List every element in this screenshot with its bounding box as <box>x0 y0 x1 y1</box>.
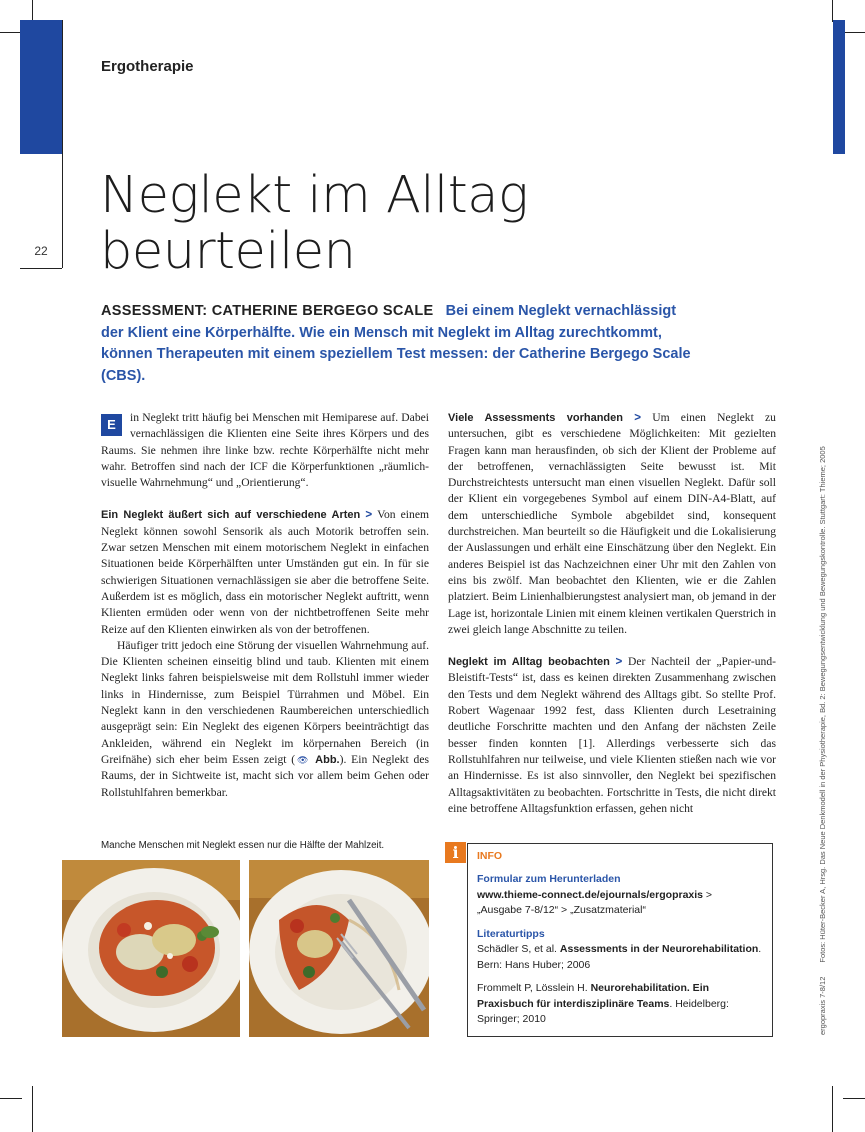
paragraph-text: Der Nachteil der „Papier-und-Bleistift-Tests“ ist, dass es keinen direkten Zusammenhang zwischen den Tests und dem Neglekt während des Alltags gibt. So stellte Prof. Robert Wagenaar 1992 fest, dass Klienten durch Lesetraining deutliche Forschritte machten und den Anfang der nächsten Zeile besser finden konnten [1]. Allerdings verbesserte sich das Rollstuhlfahren nur teilweise, und viele Klienten stießen nach wie vor an Hindernisse. Es ist also sinnvoller, den Neglekt bei spezifischen Alltagsaktivitäten zu beobachten. Fortschritte in Tests, die nicht direkt eine betroffene Alltagsfunktion erfassen, gehen nicht <box>448 655 777 815</box>
info-heading: Literaturtipps <box>477 927 545 940</box>
lit-title: Neurorehabilitation. Ein Praxisbuch für interdisziplinäre Teams <box>477 982 710 1010</box>
lit-authors: Schädler S, et al. <box>477 943 560 955</box>
crop-mark <box>32 0 33 22</box>
arrow-icon: > <box>365 508 373 522</box>
title-line: beurteilen <box>100 222 356 281</box>
crop-mark <box>832 1086 833 1132</box>
download-path: „Ausgabe 7-8/12“ > „Zusatzmaterial“ <box>477 904 646 916</box>
lit-publisher: . Bern: Hans Huber; 2006 <box>477 943 762 971</box>
crop-mark <box>0 1098 22 1099</box>
article-lead <box>101 301 701 387</box>
frame-line <box>62 20 63 268</box>
paragraph-text: Häufiger tritt jedoch eine Störung der visuellen Wahrnehmung auf. Die Klienten scheinen einseitig blind und taub. Klienten mit einem Neglekt links fahren beispielsweise mit dem Rollstuhl immer wieder links in Hindernisse, zum Beispiel Türrahmen und Möbel. Ein Neglekt kann in den verschiedenen Raumbereichen unterschiedlich ausgeprägt sein: Ein Neglekt des eigenen Körpers beeinträchtigt das Ankleiden, während ein Neglekt im körpernahen Bereich (in Greifnähe) sich eher beim Essen zeigt ( <box>101 638 429 766</box>
figure-caption: Manche Menschen mit Neglekt essen nur die Hälfte der Mahlzeit. <box>101 840 385 851</box>
arrow-icon: > <box>634 411 641 424</box>
left-column <box>101 410 429 801</box>
figure-reference-link[interactable]: Abb. <box>315 753 340 766</box>
paragraph <box>101 410 429 491</box>
crop-mark <box>0 32 22 33</box>
meal-photo-full <box>62 860 240 1037</box>
subheading: Viele Assessments vorhanden <box>448 412 623 424</box>
side-credits <box>818 395 827 1035</box>
lead-kicker: ASSESSMENT: CATHERINE BERGEGO SCALE <box>101 303 434 319</box>
lit-title: Assessments in der Neurorehabilitation <box>559 943 759 955</box>
info-heading: Formular zum Herunterladen <box>477 873 621 885</box>
info-label: INFO <box>477 850 503 862</box>
paragraph-text: Von einem Neglekt können sowohl Sensorik als auch Motorik betroffen sein. Zwar setzen Menschen mit einem motorischem Neglekt in einfachen Situationen beide Körperhälften unter Umständen gut ein. In für sie schwierigen Situationen vernachlässigen sie aber die betroffene Seite. Außerdem ist es möglich, dass ein motorischer Neglekt auftritt, wenn Klienten ermüden oder wenn von der nichtbetroffenen Seite mehr Reize auf den Klienten einwirken als von der betroffenen. <box>101 508 429 636</box>
journal-issue: ergopraxis 7-8/12 <box>818 976 827 1035</box>
paragraph-text: ). Ein Neglekt des Raums, der in Sichtweite ist, macht sich vor allem beim Gehen oder Rollstuhlfahren bemerkbar. <box>101 752 429 799</box>
info-icon: i <box>445 842 466 863</box>
subheading: Neglekt im Alltag beobachten <box>448 656 610 669</box>
photo-credit: Fotos: Hüter-Becker A, Hrsg. Das Neue Denkmodell in der Physiotherapie, Bd. 2: Bewegungsentwicklung und Bewegungskontrolle. Stuttgart: Thieme; 2005 <box>818 446 827 963</box>
literature-entry <box>477 981 767 1028</box>
crop-mark <box>832 0 833 22</box>
page-number: 22 <box>34 244 48 258</box>
article-title <box>100 168 660 280</box>
paragraph <box>448 654 776 817</box>
crop-mark <box>843 32 865 33</box>
section-color-bar <box>20 20 62 154</box>
info-content <box>477 872 767 1028</box>
crop-mark <box>843 1098 865 1099</box>
plate-illustration <box>62 860 240 1037</box>
paragraph-text: in Neglekt tritt häufig bei Menschen mit Hemiparese auf. Dabei vernachlässigen die Klienten eine Seite ihres Körpers und des Raums. Sie nehmen ihre linke bzw. rechte Körperhälfte nicht mehr wahr. Betroffen sind nach der ICF die Körperfunktionen „räumlich-visuelle Wahrnehmung“ und „Orientierung“. <box>101 411 429 490</box>
arrow-icon: > <box>615 655 623 669</box>
subheading: Ein Neglekt äußert sich auf verschiedene Arten <box>101 509 361 522</box>
drop-cap: E <box>101 414 122 436</box>
paragraph-text: Um einen Neglekt zu untersuchen, gibt es verschiedene Möglichkeiten: Mit gezielten Fragen kann man herausfinden, ob sich der Klient der Probleme auf der betroffenen, vernachlässigten Seite bewusst ist. Mit Durchstreichtests untersucht man einen visuellen Neglekt. Dafür soll der Klient ein vorgegebenes Symbol auf einem DIN-A4-Blatt, auf dem unterschiedliche Symbole abgebildet sind, konsequent durchstreichen. Man beurteilt so die Häufigkeit und die Lokalisierung der Auslassungen und erhält eine Einschätzung über den Neglekt. Ein anderes Beispiel ist das Nachzeichnen einer Uhr mit den Zahlen von eins bis zwölf. Man beobachtet den Klienten, wie er die Zahlen platziert. Beim Linienhalbierungstest analysiert man, ob jemand in der Lage ist, horizontale Linien mit einem kleinen vertikalen Querstrich in zwei gleich lange Abschnitte zu teilen. <box>448 411 776 636</box>
paragraph <box>101 638 429 801</box>
section-color-bar-right <box>833 20 845 154</box>
paragraph <box>101 507 429 637</box>
plate-illustration <box>249 860 429 1037</box>
frame-line <box>20 268 62 269</box>
right-column <box>448 410 776 817</box>
download-link[interactable]: www.thieme-connect.de/ejournals/ergopraxis <box>477 888 704 901</box>
title-line: Neglekt im Alltag <box>100 166 529 225</box>
eye-icon: 👁 <box>295 754 311 765</box>
paragraph <box>448 410 776 638</box>
crop-mark <box>32 1086 33 1132</box>
literature-entry <box>477 942 767 973</box>
section-label: Ergotherapie <box>101 58 194 75</box>
meal-photo-half-eaten <box>249 860 429 1037</box>
lead-text: Bei einem Neglekt vernachlässigt der Klient eine Körperhälfte. Wie ein Mensch mit Neglekt im Alltag zurechtkommt, können Therapeuten mit einem speziellem Test messen: der Catherine Bergego Scale (CBS). <box>101 303 691 384</box>
lit-publisher: . Heidelberg: Springer; 2010 <box>477 997 729 1025</box>
download-line <box>477 888 767 904</box>
lit-authors: Frommelt P, Lösslein H. <box>477 982 591 994</box>
download-url-suffix: > <box>703 888 713 901</box>
